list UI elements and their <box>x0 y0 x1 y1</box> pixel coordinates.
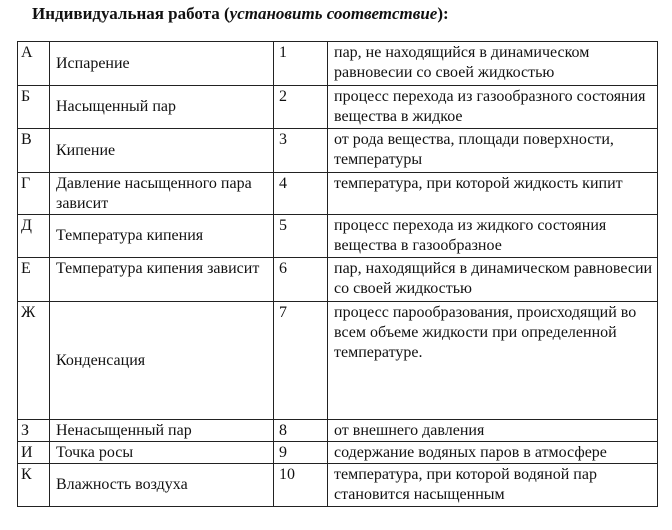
row-letter: И <box>18 442 50 464</box>
table-row <box>18 86 658 129</box>
row-letter: Б <box>18 86 50 129</box>
table-row <box>18 129 658 173</box>
row-term: Насыщенный пар <box>50 86 274 129</box>
row-definition: процесс перехода из жидкого состояния вещества в газообразное <box>328 215 658 258</box>
row-letter: Ж <box>18 302 50 420</box>
row-term: Ненасыщенный пар <box>50 420 274 442</box>
row-term: Кипение <box>50 129 274 173</box>
row-definition: содержание водяных паров в атмосфере <box>328 442 658 464</box>
row-letter: В <box>18 129 50 173</box>
row-number: 5 <box>274 215 328 258</box>
row-number: 4 <box>274 173 328 215</box>
row-term: Влажность воздуха <box>50 464 274 507</box>
task-title <box>32 4 449 24</box>
row-letter: Е <box>18 258 50 302</box>
row-number: 10 <box>274 464 328 507</box>
task-title-emphasis: установить соответствие <box>229 4 438 23</box>
row-term: Испарение <box>50 42 274 86</box>
row-number: 9 <box>274 442 328 464</box>
row-letter: А <box>18 42 50 86</box>
row-term: Температура кипения <box>50 215 274 258</box>
row-definition: процесс парообразования, происходящий во всем объеме жидкости при определенной температуре. <box>328 302 658 420</box>
table-row <box>18 215 658 258</box>
row-definition: пар, не находящийся в динамическом равновесии со своей жидкостью <box>328 42 658 86</box>
table-row <box>18 302 658 420</box>
row-definition: от внешнего давления <box>328 420 658 442</box>
row-letter: К <box>18 464 50 507</box>
task-title-suffix: ): <box>437 4 449 23</box>
row-number: 1 <box>274 42 328 86</box>
table-row <box>18 464 658 507</box>
matching-table <box>17 41 658 507</box>
row-term: Конденсация <box>50 302 274 420</box>
task-title-prefix: Индивидуальная работа ( <box>32 4 230 23</box>
row-letter: Г <box>18 173 50 215</box>
row-term: Давление насыщенного пара зависит <box>50 173 274 215</box>
row-definition: от рода вещества, площади поверхности, температуры <box>328 129 658 173</box>
table-row <box>18 442 658 464</box>
row-definition: процесс перехода из газообразного состояния вещества в жидкое <box>328 86 658 129</box>
row-number: 7 <box>274 302 328 420</box>
table-row <box>18 173 658 215</box>
row-definition: температура, при которой жидкость кипит <box>328 173 658 215</box>
row-letter: Д <box>18 215 50 258</box>
row-definition: пар, находящийся в динамическом равновесии со своей жидкостью <box>328 258 658 302</box>
table-row <box>18 420 658 442</box>
row-number: 8 <box>274 420 328 442</box>
row-number: 3 <box>274 129 328 173</box>
row-term: Точка росы <box>50 442 274 464</box>
row-term: Температура кипения зависит <box>50 258 274 302</box>
row-letter: З <box>18 420 50 442</box>
table-row <box>18 42 658 86</box>
table-row <box>18 258 658 302</box>
row-number: 6 <box>274 258 328 302</box>
row-number: 2 <box>274 86 328 129</box>
row-definition: температура, при которой водяной пар становится насыщенным <box>328 464 658 507</box>
